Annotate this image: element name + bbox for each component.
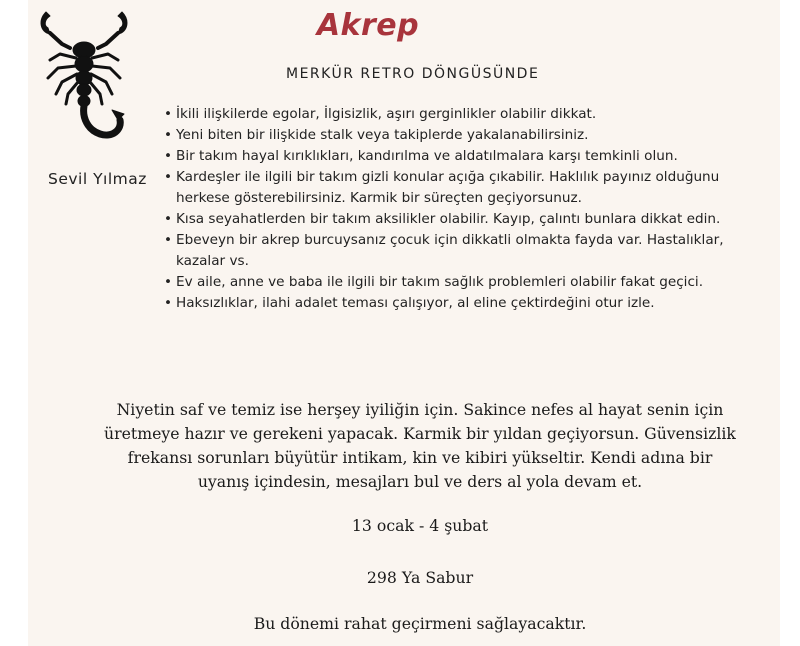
date-range: 13 ocak - 4 şubat [351, 516, 489, 535]
list-item: • Kardeşler ile ilgili bir takım gizli konular açığa çıkabilir. Haklılık payınız olduğunu herkese gösterebilirsiniz. Karmik bir süreçten geçiyorsunuz. [160, 167, 760, 209]
list-item: • Kısa seyahatlerden bir takım aksilikler olabilir. Kayıp, çalıntı bunlara dikkat edin. [160, 209, 760, 230]
list-item: • Ev aile, anne ve baba ile ilgili bir takım sağlık problemleri olabilir fakat geçici. [160, 272, 760, 293]
bullet-list [160, 104, 760, 314]
post-card [28, 0, 780, 646]
author-name: Sevil Yılmaz [48, 170, 147, 188]
list-item: • Bir takım hayal kırıklıkları, kandırılma ve aldatılmalara karşı temkinli olun. [160, 146, 760, 167]
list-item: • Haksızlıklar, ilahi adalet teması çalışıyor, al eline çektirdeğini otur izle. [160, 293, 760, 314]
list-item: • Ebeveyn bir akrep burcuysanız çocuk için dikkatli olmakta fayda var. Hastalıklar, kazalar vs. [160, 230, 760, 272]
list-item: • İkili ilişkilerde egolar, İlgisizlik, aşırı gerginlikler olabilir dikkat. [160, 104, 760, 125]
list-item: • Yeni biten bir ilişkide stalk veya takiplerde yakalanabilirsiniz. [160, 125, 760, 146]
page-title: Akrep [316, 8, 420, 43]
closing-line: Bu dönemi rahat geçirmeni sağlayacaktır. [253, 614, 587, 633]
ya-sabur-line: 298 Ya Sabur [366, 568, 474, 587]
subtitle: MERKÜR RETRO DÖNGÜSÜNDE [286, 66, 540, 82]
body-paragraph: Niyetin saf ve temiz ise herşey iyiliğin için. Sakince nefes al hayat senin için üretmeye hazır ve gerekeni yapacak. Karmik bir yıldan geçiyorsun. Güvensizlik frekansı sorunları büyütür intikam, kin ve kibiri yükseltir. Kendi adına bir uyanış içindesin, mesajları bul ve ders al yola devam et. [104, 400, 736, 491]
